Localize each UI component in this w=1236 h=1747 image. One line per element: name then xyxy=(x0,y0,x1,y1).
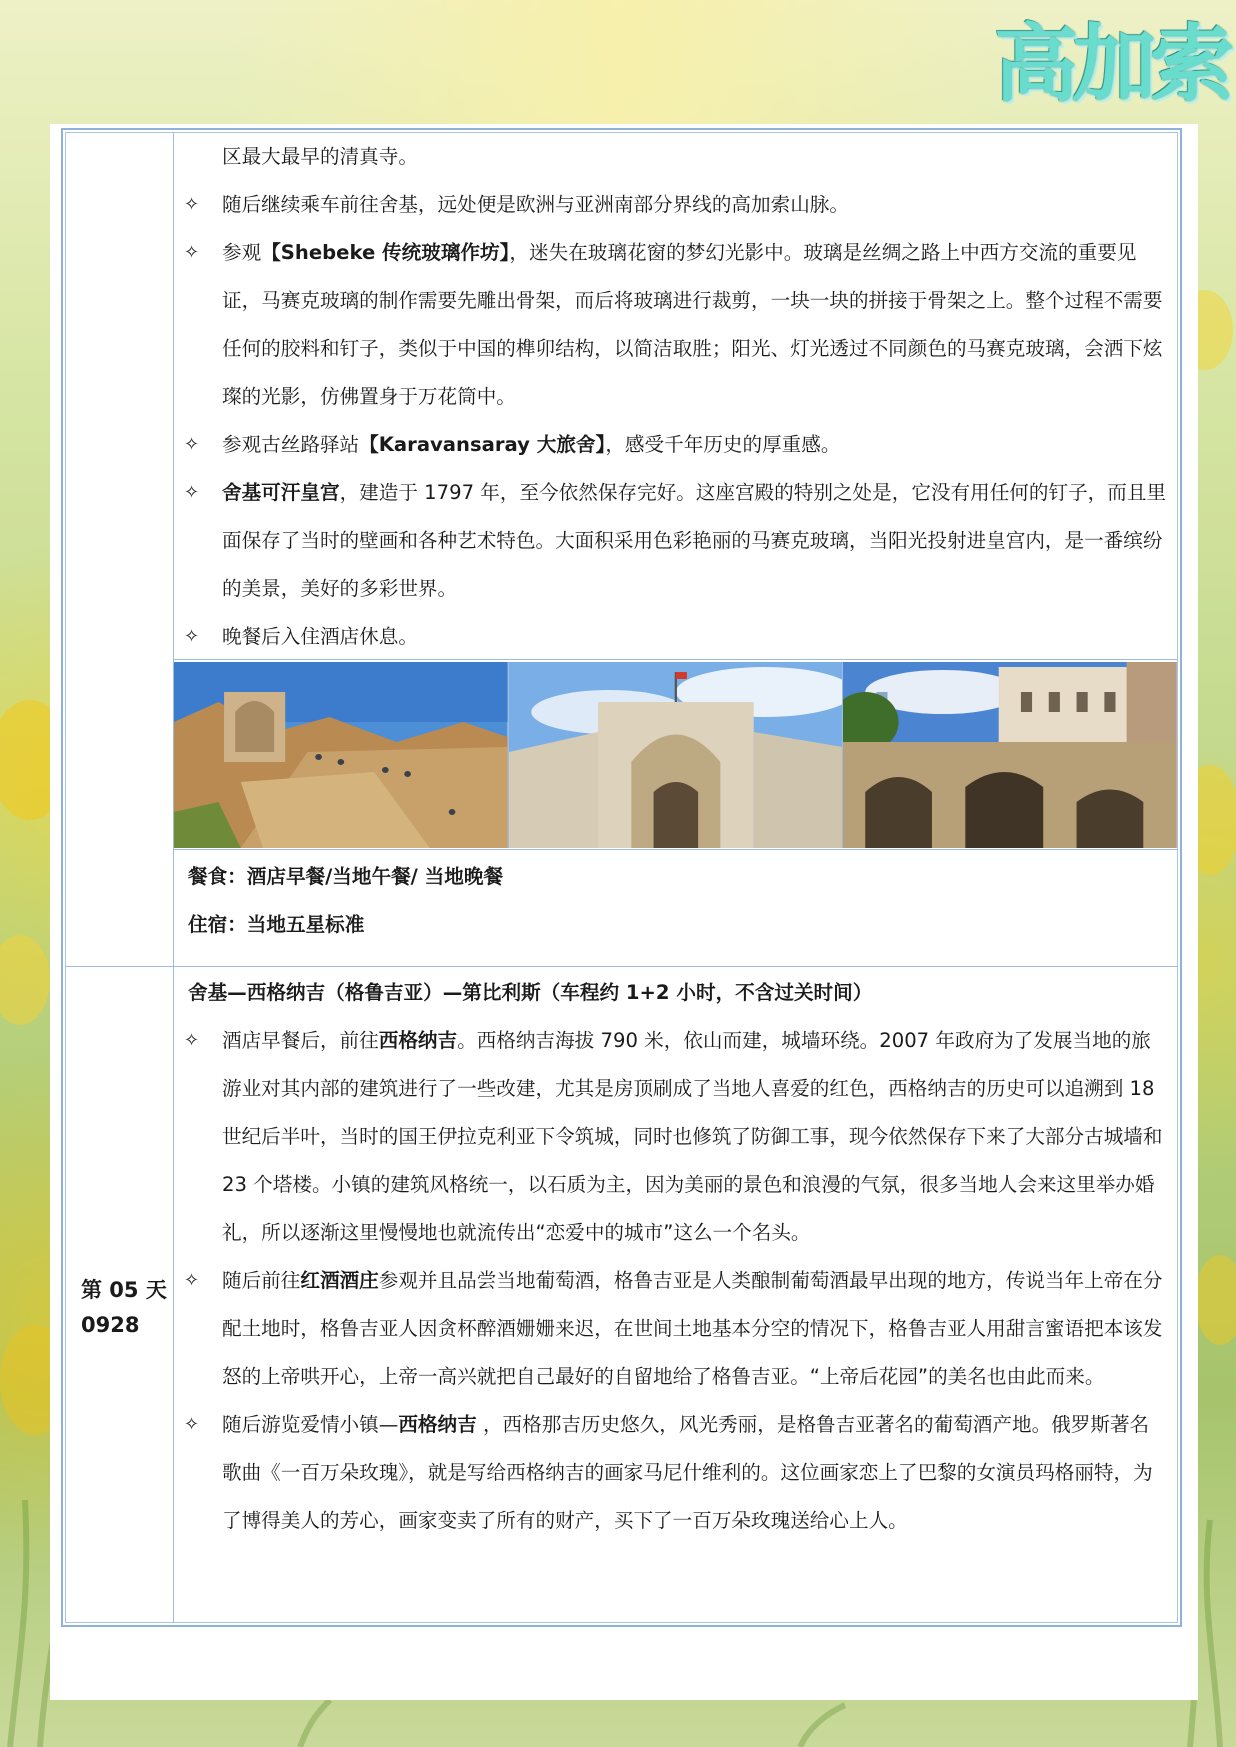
photo-strip xyxy=(174,662,1177,848)
text-run: 随后游览爱情小镇— xyxy=(222,1413,399,1436)
text-run: ，建造于 1797 年，至今依然保存完好。这座宫殿的特别之处是，它没有用任何的钉子，而且里面保存了当时的壁画和各种艺术特色。大面积采用色彩艳丽的马赛克玻璃，当阳光投射进皇宫内，是一番缤纷的美景，美好的多彩世界。 xyxy=(222,481,1167,600)
text-run: 参观并且品尝当地葡萄酒，格鲁吉亚是人类酿制葡萄酒最早出现的地方，传说当年上帝在分配土地时，格鲁吉亚人因贪杯醉酒姗姗来迟，在世间土地基本分空的情况下，格鲁吉亚人用甜言蜜语把本该发怒的上帝哄开心，上帝一高兴就把自己最好的自留地给了格鲁吉亚。“上帝后花园”的美名也由此而来。 xyxy=(222,1269,1163,1388)
bullet-diamond-icon: ✧ xyxy=(184,1414,200,1435)
bullet-diamond-icon: ✧ xyxy=(184,194,200,215)
day5-activities xyxy=(176,969,1167,1545)
day4-bullet-item xyxy=(176,469,1167,613)
text-run: 参观 xyxy=(222,241,262,264)
hotel-info: 住宿：当地五星标准 xyxy=(188,913,365,936)
day5-bullet-item xyxy=(176,1017,1167,1257)
text-run: 。西格纳吉海拔 790 米，依山而建，城墙环绕。2007 年政府为了发展当地的旅游业对其内部的建筑进行了一些改建，尤其是房顶刷成了当地人喜爱的红色，西格纳吉的历史可以追溯到 18 世纪后半叶，当时的国王伊拉克利亚下令筑城，同时也修筑了防御工事，现今依然保存下来了大部分古城墙和 23 个塔楼。小镇的建筑风格统一，以石质为主，因为美丽的景色和浪漫的气氛，很多当地人会来这里举办婚礼，所以逐渐这里慢慢地也就流传出“恋爱中的城市”这么一个名头。 xyxy=(222,1029,1163,1244)
day5-route-heading: 舍基—西格纳吉（格鲁吉亚）—第比利斯（车程约 1+2 小时，不含过关时间） xyxy=(188,981,873,1004)
text-run: ，感受千年历史的厚重感。 xyxy=(605,433,841,456)
day4-bullet-item xyxy=(176,181,1167,229)
bold-highlight: 西格纳吉 xyxy=(378,1029,458,1052)
photo-mosque-hillside xyxy=(174,662,509,848)
day4-bullet-item xyxy=(176,613,1167,661)
meals-info: 餐食：酒店早餐/当地午餐/ 当地晚餐 xyxy=(188,865,504,888)
bold-highlight: 【Karavansaray 大旅舍】 xyxy=(359,433,606,456)
bold-highlight: 舍基可汗皇宫 xyxy=(222,481,340,504)
day4-activities xyxy=(176,133,1167,661)
bullet-diamond-icon: ✧ xyxy=(184,1270,200,1291)
brand-logo: 高加索 xyxy=(993,15,1228,113)
day4-meals-hotel xyxy=(176,853,1167,949)
text-run: ，迷失在玻璃花窗的梦幻光影中。玻璃是丝绸之路上中西方交流的重要见证，马赛克玻璃的制作需要先雕出骨架，而后将玻璃进行裁剪，一块一块的拼接于骨架之上。整个过程不需要任何的胶料和钉子，类似于中国的榫卯结构，以简洁取胜；阳光、灯光透过不同颜色的马赛克玻璃，会洒下炫璨的光影，仿佛置身于万花筒中。 xyxy=(222,241,1163,408)
photo-stone-portal xyxy=(509,662,844,848)
text-run: 参观古丝路驿站 xyxy=(222,433,360,456)
itinerary-table xyxy=(61,128,1182,1627)
day-label: 第 05 天 0928 xyxy=(81,1278,167,1337)
bold-highlight: 西格纳吉 xyxy=(398,1413,477,1436)
bullet-diamond-icon: ✧ xyxy=(184,482,200,503)
bullet-diamond-icon: ✧ xyxy=(184,434,200,455)
day5-bullet-item xyxy=(176,1257,1167,1401)
text-run: 晚餐后入住酒店休息。 xyxy=(222,625,418,648)
day4-continuation: 区最大最早的清真寺。 xyxy=(222,145,418,168)
day4-bullet-item xyxy=(176,229,1167,421)
bold-highlight: 【Shebeke 传统玻璃作坊】 xyxy=(261,241,510,264)
bullet-diamond-icon: ✧ xyxy=(184,1030,200,1051)
day4-bullet-item xyxy=(176,421,1167,469)
text-run: 随后继续乘车前往舍基，远处便是欧洲与亚洲南部分界线的高加索山脉。 xyxy=(222,193,849,216)
itinerary-page xyxy=(50,124,1198,1700)
text-run: 酒店早餐后，前往 xyxy=(222,1029,379,1052)
day5-bullet-item xyxy=(176,1401,1167,1545)
text-run: 随后前往 xyxy=(222,1269,301,1292)
photo-old-city-ruins xyxy=(843,662,1177,848)
text-run: ，西格那吉历史悠久，风光秀丽，是格鲁吉亚著名的葡萄酒产地。俄罗斯著名歌曲《一百万朵玫瑰》，就是写给西格纳吉的画家马尼什维利的。这位画家恋上了巴黎的女演员玛格丽特，为了博得美人的芳心，画家变卖了所有的财产，买下了一百万朵玫瑰送给心上人。 xyxy=(222,1413,1153,1532)
bold-highlight: 红酒酒庄 xyxy=(300,1269,379,1292)
bullet-diamond-icon: ✧ xyxy=(184,626,200,647)
bullet-diamond-icon: ✧ xyxy=(184,242,200,263)
